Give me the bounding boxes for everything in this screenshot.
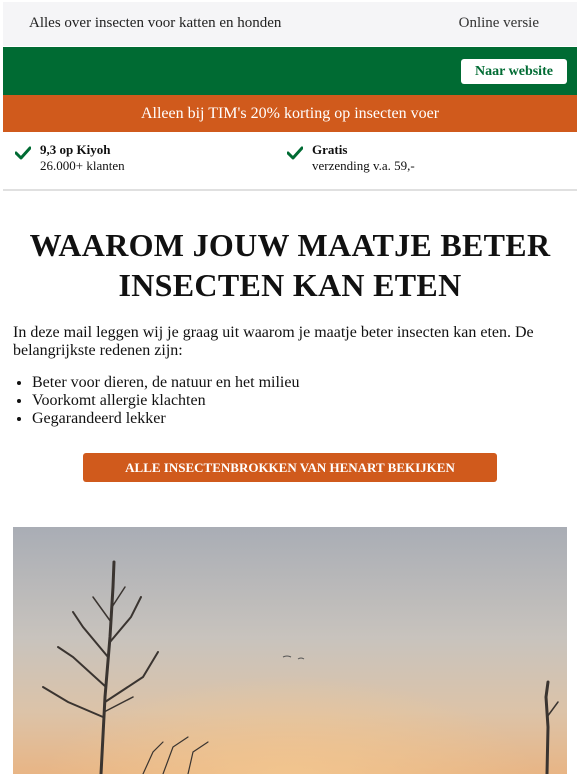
preheader-bar [3,2,577,46]
hero-image[interactable] [13,527,567,774]
preheader-tagline: Alles over insecten voor katten en honden [29,15,282,31]
view-products-button[interactable]: ALLE INSECTENBROKKEN VAN HENART BEKIJKEN [83,453,497,482]
online-version-link[interactable]: Online versie [458,15,539,31]
page-title [0,225,580,305]
sunset-landscape-image [13,527,567,774]
check-icon [287,146,303,160]
usp-subtitle: 26.000+ klanten [40,158,125,173]
promo-banner[interactable]: Alleen bij TIM's 20% korting op insecten voer [3,95,577,132]
usp-subtitle: verzending v.a. 59,- [312,158,415,173]
title-line-1: WAAROM JOUW MAATJE BETER [29,227,551,263]
list-item: • Beter voor dieren, de natuur en het milieu [32,374,299,392]
usp-title: 9,3 op Kiyoh [40,142,111,157]
intro-text: In deze mail leggen wij je graag uit waarom je maatje beter insecten kan eten. De belangrijkste redenen zijn: [13,324,534,359]
title-line-2: INSECTEN KAN ETEN [118,267,462,303]
check-icon [15,146,31,160]
list-item: • Voorkomt allergie klachten [32,392,299,410]
reasons-list [13,374,299,428]
usp-title: Gratis [312,142,348,157]
list-item: • Gegarandeerd lekker [32,410,299,428]
website-button[interactable]: Naar website [461,59,567,84]
divider [3,189,577,191]
header-bar [3,47,577,95]
